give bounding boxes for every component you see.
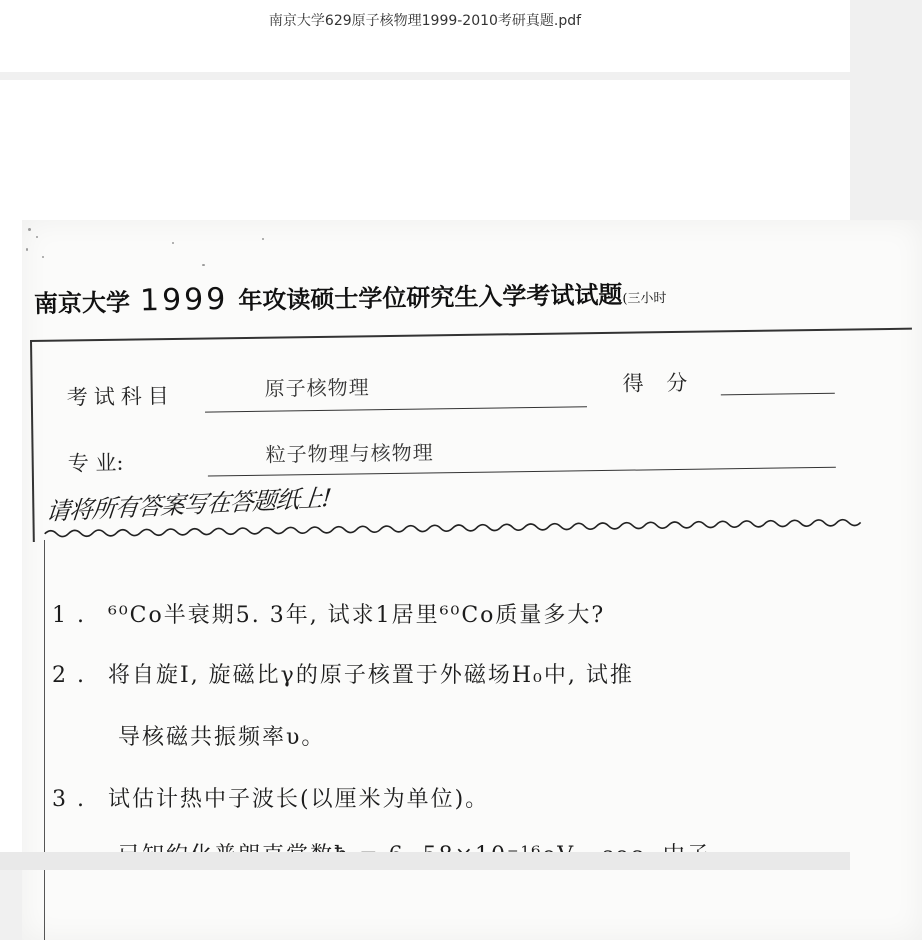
subject-label: 考试科目 <box>66 383 175 410</box>
bottom-bar <box>0 852 850 870</box>
page-margin-line <box>44 540 45 940</box>
document-title: 南京大学629原子核物理1999-2010考研真题.pdf <box>268 13 582 29</box>
major-underline <box>208 467 836 477</box>
subject-value: 原子核物理 <box>264 375 370 401</box>
question-3 <box>52 782 489 813</box>
scan-speck <box>262 238 264 240</box>
question-text: ⁶⁰Co半衰期5. 3年, 试求1居里⁶⁰Co质量多大? <box>108 603 606 628</box>
exam-header <box>34 274 667 320</box>
pdf-viewer[interactable] <box>0 80 850 852</box>
question-text: 试估计热中子波长(以厘米为单位)。 <box>108 787 490 812</box>
question-1 <box>52 598 605 629</box>
title-bar <box>0 0 850 73</box>
scan-speck <box>172 242 174 244</box>
scan-speck <box>36 236 38 238</box>
question-2 <box>52 658 634 689</box>
scanned-page <box>22 220 922 940</box>
question-number: 2 . <box>52 663 86 688</box>
toolbar-gap <box>0 72 850 80</box>
scan-speck <box>26 248 28 251</box>
question-text: 导核磁共振频率υ。 <box>118 725 326 750</box>
score-label: 得 分 <box>622 370 696 396</box>
question-text: 将自旋I, 旋磁比γ的原子核置于外磁场H₀中, 试推 <box>108 663 634 688</box>
major-value: 粒子物理与核物理 <box>265 440 434 467</box>
subject-underline <box>205 406 587 412</box>
header-title: 年攻读硕士学位研究生入学考试试题 <box>238 279 623 315</box>
question-number: 3 . <box>52 787 86 812</box>
question-2-continued <box>118 720 325 751</box>
question-number: 1 . <box>52 603 86 628</box>
header-duration: (三小时 <box>622 291 667 307</box>
header-university: 南京大学 <box>33 287 131 318</box>
major-label: 专 业: <box>67 450 124 476</box>
handwritten-instruction: 请将所有答案写在答题纸上! <box>44 483 332 526</box>
scan-speck <box>202 264 205 266</box>
scan-speck <box>28 228 31 231</box>
score-underline <box>721 393 835 396</box>
exam-info-box <box>30 328 915 542</box>
scan-speck <box>42 256 44 258</box>
header-year: 1999 <box>139 281 229 319</box>
